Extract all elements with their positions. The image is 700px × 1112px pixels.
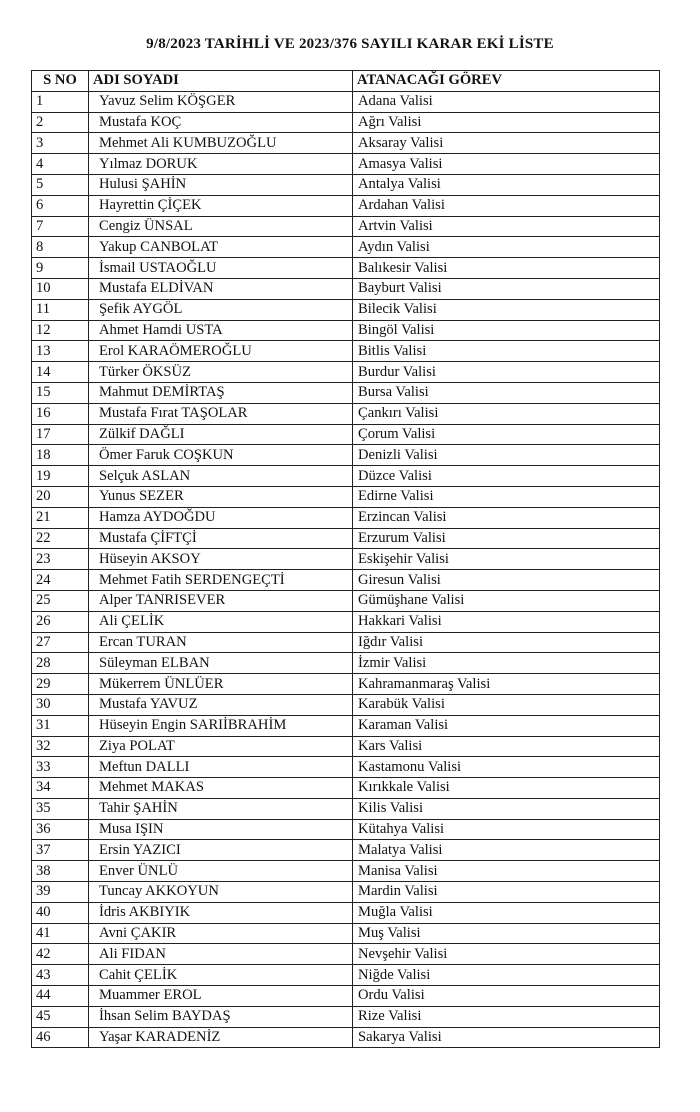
- row-duty-cell: Gümüşhane Valisi: [353, 590, 660, 611]
- table-row: [32, 486, 660, 507]
- row-duty-cell: Antalya Valisi: [353, 174, 660, 195]
- table-row: [32, 840, 660, 861]
- table-row: [32, 424, 660, 445]
- row-name-cell: İsmail USTAOĞLU: [89, 258, 353, 279]
- row-duty-cell: Eskişehir Valisi: [353, 549, 660, 570]
- appointment-table: [31, 70, 660, 1048]
- row-name-cell: Ali ÇELİK: [89, 611, 353, 632]
- row-number-cell: 30: [32, 694, 89, 715]
- row-name-cell: Mahmut DEMİRTAŞ: [89, 382, 353, 403]
- row-number-cell: 16: [32, 403, 89, 424]
- row-number-cell: 39: [32, 882, 89, 903]
- table-row: [32, 590, 660, 611]
- row-name-cell: Mehmet Ali KUMBUZOĞLU: [89, 133, 353, 154]
- row-name-cell: Yaşar KARADENİZ: [89, 1027, 353, 1048]
- row-name-cell: Mehmet Fatih SERDENGEÇTİ: [89, 570, 353, 591]
- table-row: [32, 778, 660, 799]
- table-row: [32, 694, 660, 715]
- row-duty-cell: Kars Valisi: [353, 736, 660, 757]
- table-row: [32, 965, 660, 986]
- table-row: [32, 445, 660, 466]
- row-name-cell: Süleyman ELBAN: [89, 653, 353, 674]
- row-name-cell: Hayrettin ÇİÇEK: [89, 195, 353, 216]
- row-name-cell: Hüseyin Engin SARIİBRAHİM: [89, 715, 353, 736]
- row-number-cell: 26: [32, 611, 89, 632]
- row-name-cell: Enver ÜNLÜ: [89, 861, 353, 882]
- row-name-cell: Mükerrem ÜNLÜER: [89, 674, 353, 695]
- row-name-cell: Erol KARAÖMEROĞLU: [89, 341, 353, 362]
- row-number-cell: 31: [32, 715, 89, 736]
- table-row: [32, 362, 660, 383]
- row-duty-cell: Çankırı Valisi: [353, 403, 660, 424]
- table-row: [32, 278, 660, 299]
- row-duty-cell: Ardahan Valisi: [353, 195, 660, 216]
- row-duty-cell: Sakarya Valisi: [353, 1027, 660, 1048]
- row-duty-cell: Bayburt Valisi: [353, 278, 660, 299]
- row-duty-cell: Aydın Valisi: [353, 237, 660, 258]
- table-row: [32, 819, 660, 840]
- row-number-cell: 10: [32, 278, 89, 299]
- row-duty-cell: Niğde Valisi: [353, 965, 660, 986]
- row-number-cell: 25: [32, 590, 89, 611]
- row-number-cell: 12: [32, 320, 89, 341]
- row-number-cell: 21: [32, 507, 89, 528]
- row-duty-cell: Erzurum Valisi: [353, 528, 660, 549]
- row-duty-cell: Bitlis Valisi: [353, 341, 660, 362]
- table-row: [32, 986, 660, 1007]
- row-duty-cell: Giresun Valisi: [353, 570, 660, 591]
- row-name-cell: Ziya POLAT: [89, 736, 353, 757]
- row-number-cell: 36: [32, 819, 89, 840]
- row-name-cell: Zülkif DAĞLI: [89, 424, 353, 445]
- row-number-cell: 45: [32, 1006, 89, 1027]
- row-duty-cell: Kahramanmaraş Valisi: [353, 674, 660, 695]
- row-duty-cell: Çorum Valisi: [353, 424, 660, 445]
- row-duty-cell: Manisa Valisi: [353, 861, 660, 882]
- row-number-cell: 7: [32, 216, 89, 237]
- row-duty-cell: Kütahya Valisi: [353, 819, 660, 840]
- table-row: [32, 258, 660, 279]
- table-row: [32, 133, 660, 154]
- table-row: [32, 798, 660, 819]
- row-duty-cell: Karabük Valisi: [353, 694, 660, 715]
- row-name-cell: Ali FIDAN: [89, 944, 353, 965]
- row-number-cell: 37: [32, 840, 89, 861]
- table-row: [32, 902, 660, 923]
- row-duty-cell: Mardin Valisi: [353, 882, 660, 903]
- row-name-cell: Yılmaz DORUK: [89, 154, 353, 175]
- row-number-cell: 19: [32, 466, 89, 487]
- table-row: [32, 736, 660, 757]
- row-name-cell: İhsan Selim BAYDAŞ: [89, 1006, 353, 1027]
- row-duty-cell: Ağrı Valisi: [353, 112, 660, 133]
- row-name-cell: Mustafa KOÇ: [89, 112, 353, 133]
- row-name-cell: Mustafa Fırat TAŞOLAR: [89, 403, 353, 424]
- row-name-cell: Selçuk ASLAN: [89, 466, 353, 487]
- table-row: [32, 341, 660, 362]
- row-number-cell: 2: [32, 112, 89, 133]
- row-number-cell: 33: [32, 757, 89, 778]
- table-row: [32, 216, 660, 237]
- row-name-cell: Cengiz ÜNSAL: [89, 216, 353, 237]
- row-number-cell: 13: [32, 341, 89, 362]
- row-duty-cell: Hakkari Valisi: [353, 611, 660, 632]
- table-header-row: [32, 71, 660, 92]
- row-name-cell: Mustafa YAVUZ: [89, 694, 353, 715]
- row-duty-cell: Aksaray Valisi: [353, 133, 660, 154]
- row-name-cell: İdris AKBIYIK: [89, 902, 353, 923]
- row-name-cell: Tuncay AKKOYUN: [89, 882, 353, 903]
- row-name-cell: Mustafa ÇİFTÇİ: [89, 528, 353, 549]
- row-number-cell: 8: [32, 237, 89, 258]
- table-row: [32, 674, 660, 695]
- row-number-cell: 22: [32, 528, 89, 549]
- table-row: [32, 715, 660, 736]
- table-row: [32, 944, 660, 965]
- table-row: [32, 549, 660, 570]
- table-row: [32, 507, 660, 528]
- header-name: ADI SOYADI: [89, 71, 353, 92]
- table-row: [32, 1027, 660, 1048]
- row-name-cell: Hüseyin AKSOY: [89, 549, 353, 570]
- row-duty-cell: Düzce Valisi: [353, 466, 660, 487]
- row-number-cell: 1: [32, 91, 89, 112]
- row-number-cell: 11: [32, 299, 89, 320]
- row-name-cell: Muammer EROL: [89, 986, 353, 1007]
- row-name-cell: Musa IŞIN: [89, 819, 353, 840]
- row-duty-cell: Balıkesir Valisi: [353, 258, 660, 279]
- row-duty-cell: İzmir Valisi: [353, 653, 660, 674]
- row-duty-cell: Karaman Valisi: [353, 715, 660, 736]
- row-duty-cell: Burdur Valisi: [353, 362, 660, 383]
- table-row: [32, 466, 660, 487]
- row-duty-cell: Nevşehir Valisi: [353, 944, 660, 965]
- table-row: [32, 861, 660, 882]
- row-name-cell: Yunus SEZER: [89, 486, 353, 507]
- row-number-cell: 24: [32, 570, 89, 591]
- table-row: [32, 570, 660, 591]
- row-number-cell: 35: [32, 798, 89, 819]
- row-duty-cell: Artvin Valisi: [353, 216, 660, 237]
- table-row: [32, 611, 660, 632]
- row-number-cell: 6: [32, 195, 89, 216]
- row-number-cell: 15: [32, 382, 89, 403]
- row-name-cell: Yakup CANBOLAT: [89, 237, 353, 258]
- row-number-cell: 23: [32, 549, 89, 570]
- row-duty-cell: Muş Valisi: [353, 923, 660, 944]
- table-row: [32, 112, 660, 133]
- table-row: [32, 237, 660, 258]
- row-duty-cell: Ordu Valisi: [353, 986, 660, 1007]
- row-number-cell: 9: [32, 258, 89, 279]
- header-no: S NO: [32, 71, 89, 92]
- row-number-cell: 38: [32, 861, 89, 882]
- table-row: [32, 1006, 660, 1027]
- row-duty-cell: Edirne Valisi: [353, 486, 660, 507]
- row-duty-cell: Muğla Valisi: [353, 902, 660, 923]
- table-row: [32, 154, 660, 175]
- row-name-cell: Mustafa ELDİVAN: [89, 278, 353, 299]
- row-number-cell: 18: [32, 445, 89, 466]
- row-name-cell: Şefik AYGÖL: [89, 299, 353, 320]
- row-number-cell: 40: [32, 902, 89, 923]
- row-number-cell: 41: [32, 923, 89, 944]
- row-name-cell: Mehmet MAKAS: [89, 778, 353, 799]
- row-number-cell: 32: [32, 736, 89, 757]
- row-number-cell: 5: [32, 174, 89, 195]
- row-name-cell: Alper TANRISEVER: [89, 590, 353, 611]
- row-number-cell: 34: [32, 778, 89, 799]
- row-duty-cell: Kilis Valisi: [353, 798, 660, 819]
- row-number-cell: 14: [32, 362, 89, 383]
- table-row: [32, 174, 660, 195]
- row-duty-cell: Malatya Valisi: [353, 840, 660, 861]
- row-name-cell: Ercan TURAN: [89, 632, 353, 653]
- row-duty-cell: Denizli Valisi: [353, 445, 660, 466]
- row-number-cell: 17: [32, 424, 89, 445]
- row-number-cell: 20: [32, 486, 89, 507]
- row-duty-cell: Amasya Valisi: [353, 154, 660, 175]
- row-number-cell: 46: [32, 1027, 89, 1048]
- row-name-cell: Yavuz Selim KÖŞGER: [89, 91, 353, 112]
- row-name-cell: Tahir ŞAHİN: [89, 798, 353, 819]
- row-number-cell: 29: [32, 674, 89, 695]
- row-number-cell: 4: [32, 154, 89, 175]
- table-row: [32, 882, 660, 903]
- row-name-cell: Hulusi ŞAHİN: [89, 174, 353, 195]
- row-duty-cell: Kastamonu Valisi: [353, 757, 660, 778]
- row-number-cell: 28: [32, 653, 89, 674]
- document-title: 9/8/2023 TARİHLİ VE 2023/376 SAYILI KARAR EKİ LİSTE: [146, 36, 554, 52]
- table-row: [32, 320, 660, 341]
- table-row: [32, 195, 660, 216]
- table-row: [32, 382, 660, 403]
- row-number-cell: 27: [32, 632, 89, 653]
- row-name-cell: Cahit ÇELİK: [89, 965, 353, 986]
- row-name-cell: Ömer Faruk COŞKUN: [89, 445, 353, 466]
- row-name-cell: Avni ÇAKIR: [89, 923, 353, 944]
- table-body: [32, 91, 660, 1048]
- table-row: [32, 299, 660, 320]
- row-number-cell: 42: [32, 944, 89, 965]
- row-number-cell: 44: [32, 986, 89, 1007]
- row-name-cell: Türker ÖKSÜZ: [89, 362, 353, 383]
- table-row: [32, 923, 660, 944]
- table-row: [32, 91, 660, 112]
- table-row: [32, 632, 660, 653]
- row-duty-cell: Kırıkkale Valisi: [353, 778, 660, 799]
- row-duty-cell: Adana Valisi: [353, 91, 660, 112]
- row-number-cell: 3: [32, 133, 89, 154]
- row-duty-cell: Bilecik Valisi: [353, 299, 660, 320]
- header-duty: ATANACAĞI GÖREV: [353, 71, 660, 92]
- table-row: [32, 403, 660, 424]
- row-name-cell: Hamza AYDOĞDU: [89, 507, 353, 528]
- table-row: [32, 757, 660, 778]
- row-duty-cell: Iğdır Valisi: [353, 632, 660, 653]
- row-number-cell: 43: [32, 965, 89, 986]
- table-row: [32, 528, 660, 549]
- row-name-cell: Ersin YAZICI: [89, 840, 353, 861]
- row-duty-cell: Bursa Valisi: [353, 382, 660, 403]
- row-duty-cell: Bingöl Valisi: [353, 320, 660, 341]
- row-name-cell: Meftun DALLI: [89, 757, 353, 778]
- row-duty-cell: Rize Valisi: [353, 1006, 660, 1027]
- row-duty-cell: Erzincan Valisi: [353, 507, 660, 528]
- row-name-cell: Ahmet Hamdi USTA: [89, 320, 353, 341]
- table-row: [32, 653, 660, 674]
